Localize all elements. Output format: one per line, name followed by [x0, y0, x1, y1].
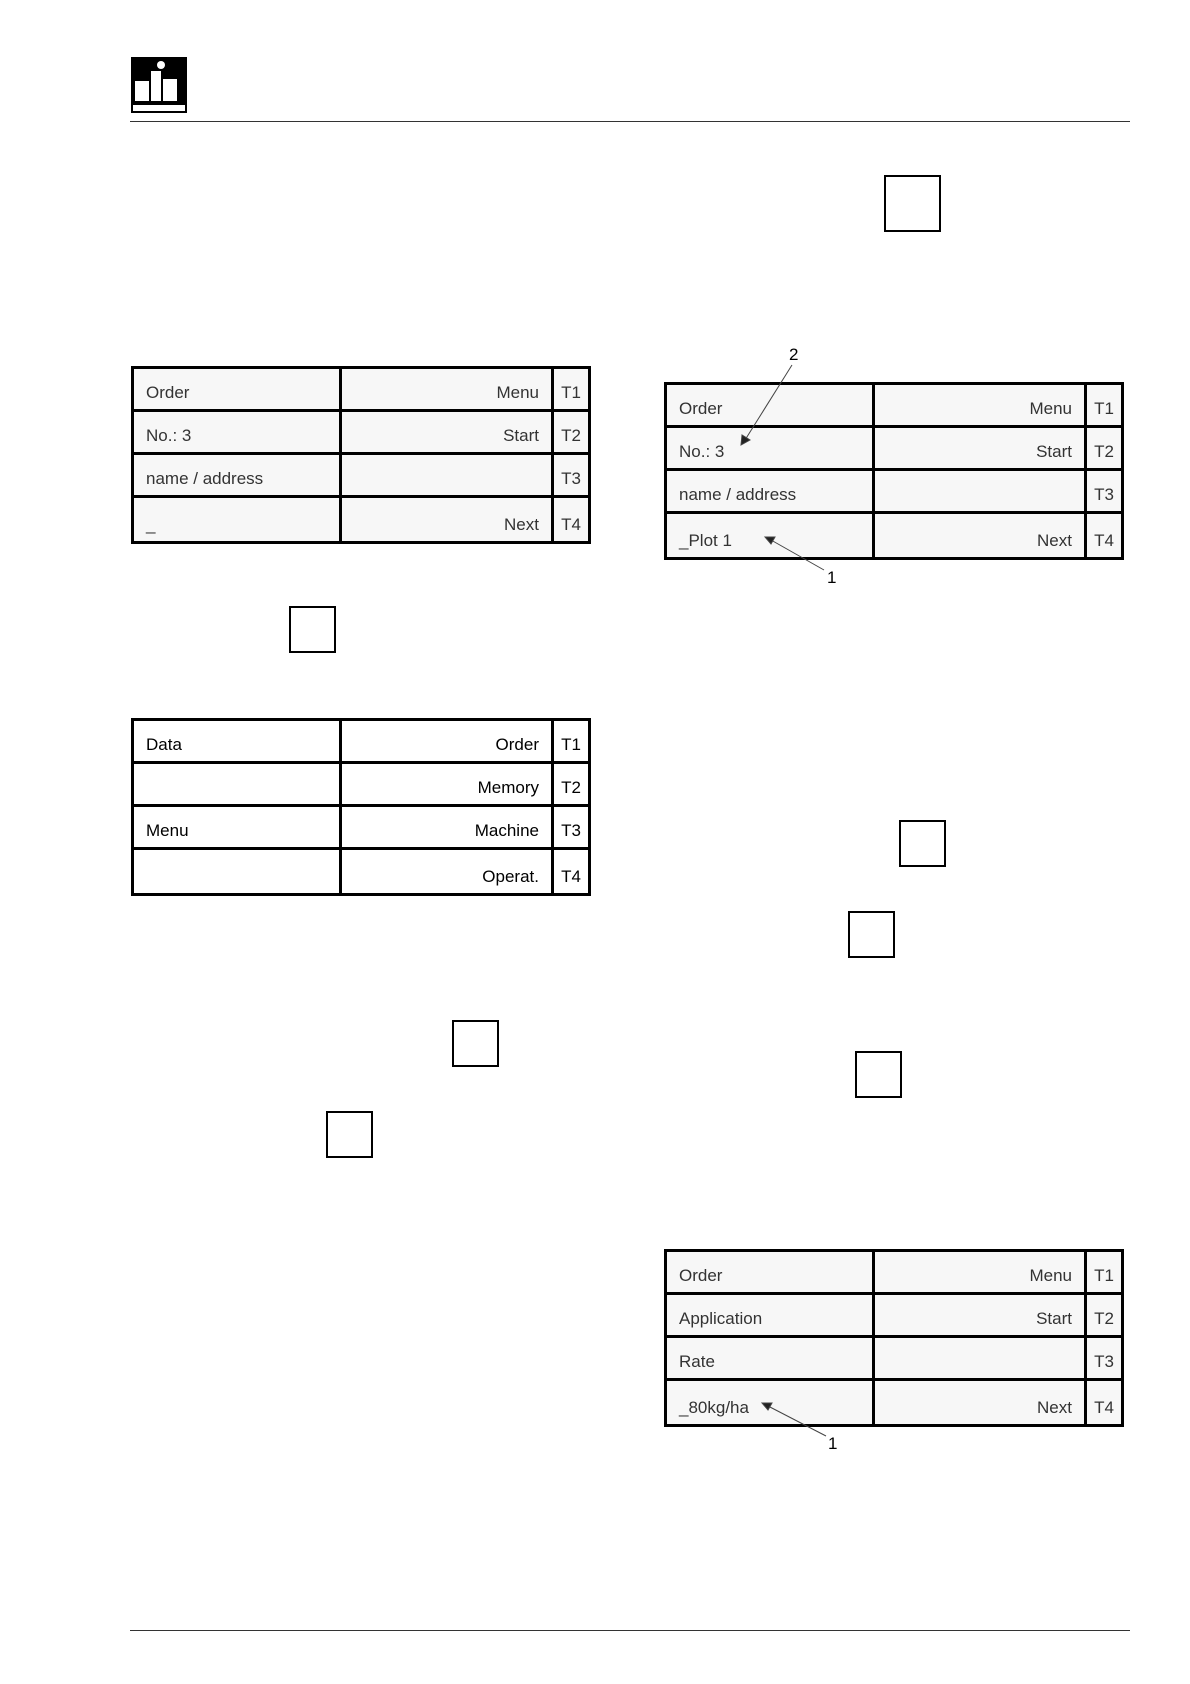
screen-cell-left: Data [134, 721, 342, 764]
screen-cell-left: name / address [134, 455, 342, 498]
screen-cell-softkey-label: Order [342, 721, 554, 764]
softkey-t3: T3 [554, 807, 588, 850]
screen-cell-left: No.: 3 [667, 428, 875, 471]
softkey-t3: T3 [1087, 1338, 1121, 1381]
softkey-t4: T4 [1094, 531, 1114, 550]
screen-cell-softkey-label: Next [875, 514, 1087, 557]
screen-cell-left: No.: 3 [134, 412, 342, 455]
screen-cell-left: name / address [667, 471, 875, 514]
screen-cell-left: _ [134, 498, 342, 541]
screen-cell-left: Order [667, 1252, 875, 1295]
screen-cell-softkey-label: Operat. [342, 850, 554, 893]
screen-cell-softkey-label: Menu [875, 1252, 1087, 1295]
softkey-t4: T4 [561, 515, 581, 534]
screen-cell-left: Order [667, 385, 875, 428]
screen-cell-softkey-label: Next [875, 1381, 1087, 1424]
screen-cell-left: _Plot 1 [667, 514, 875, 557]
softkey-t4: T4 [561, 867, 581, 886]
screen-cell-softkey-label: Memory [342, 764, 554, 807]
screen-cell-softkey-label: Start [875, 1295, 1087, 1338]
callout-number: 1 [827, 568, 837, 587]
softkey-t2: T2 [1087, 428, 1121, 471]
screen-cell-softkey-label: Start [342, 412, 554, 455]
softkey-t3: T3 [1087, 471, 1121, 514]
screen-cell-softkey-label: Menu [342, 369, 554, 412]
screen-cell-left: Menu [134, 807, 342, 850]
screen-cell-left: Rate [667, 1338, 875, 1381]
softkey-t2: T2 [554, 764, 588, 807]
softkey-t1: T1 [1087, 385, 1121, 428]
screen-cell-softkey-label: Start [875, 428, 1087, 471]
softkey-t4: T4 [1094, 1398, 1114, 1417]
screen-cell-left: Order [134, 369, 342, 412]
softkey-t3: T3 [554, 455, 588, 498]
softkey-t2: T2 [554, 412, 588, 455]
screen-cell-left: _80kg/ha [667, 1381, 875, 1424]
screen-cell-softkey-label: Next [342, 498, 554, 541]
screen-cell-softkey-label: Menu [875, 385, 1087, 428]
footer-rule [130, 1630, 1130, 1631]
softkey-t2: T2 [1087, 1295, 1121, 1338]
screen-cell-softkey-label: Machine [342, 807, 554, 850]
callout-number: 2 [789, 345, 799, 364]
softkey-t1: T1 [1087, 1252, 1121, 1295]
softkey-t1: T1 [554, 721, 588, 764]
screen-cell-left: Application [667, 1295, 875, 1338]
callout-number: 1 [828, 1434, 838, 1453]
softkey-t1: T1 [554, 369, 588, 412]
